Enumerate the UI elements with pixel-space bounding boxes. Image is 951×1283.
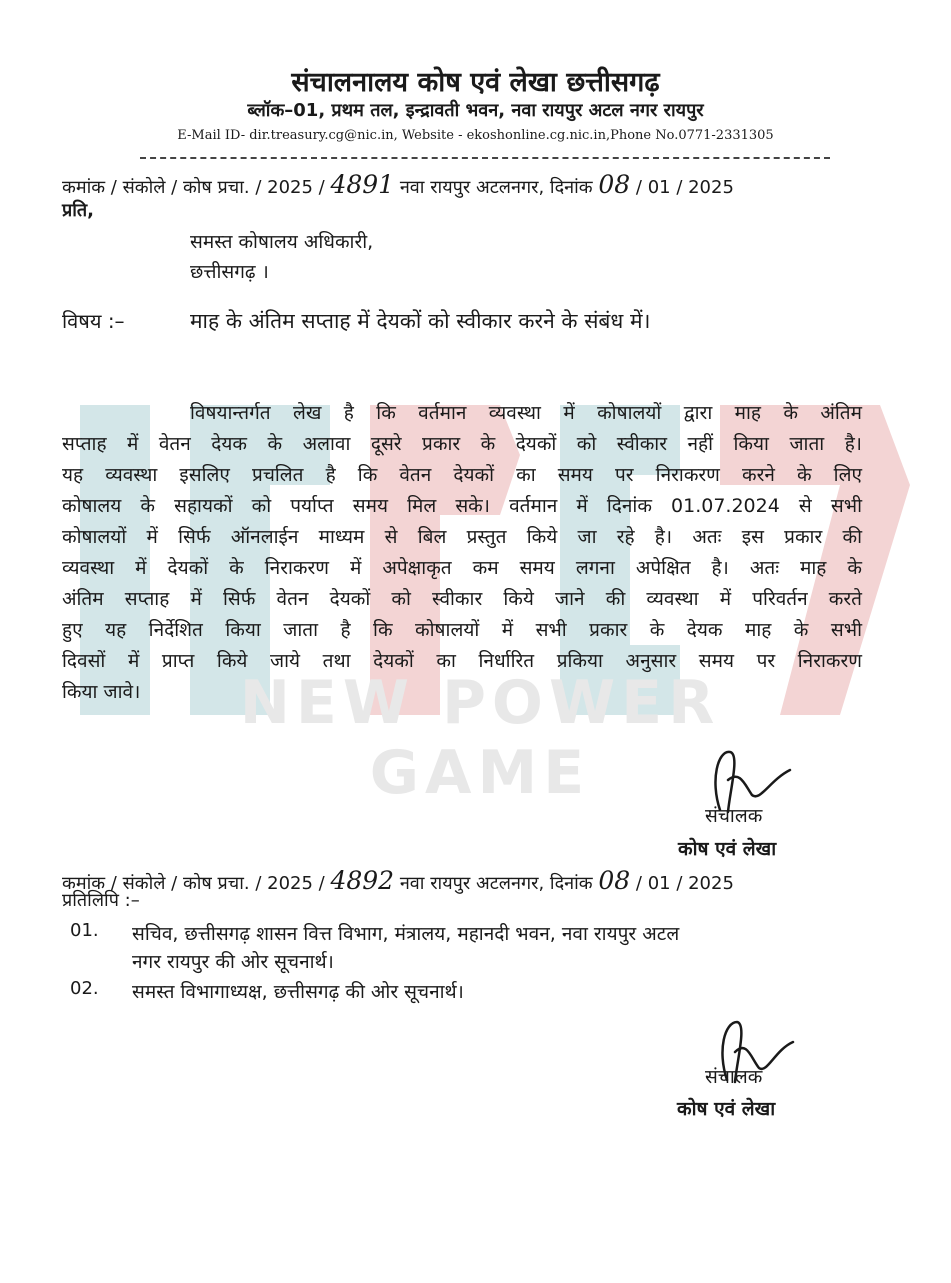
body-line: व्यवस्था में देयकों के निराकरण में अपेक्षाकृत कम समय लगना अपेक्षित है। अतः माह के [62,557,862,579]
reference-number-handwritten: 4891 [330,170,395,199]
body-line: अंतिम सप्ताह में सिर्फ वेतन देयकों को स्वीकार किये जाने की व्यवस्था में परिवर्तन करते [62,588,862,610]
body-line: सप्ताह में वेतन देयक के अलावा दूसरे प्रकार के देयकों को स्वीकार नहीं किया जाता है। [62,433,862,455]
body-line: यह व्यवस्था इसलिए प्रचलित है कि वेतन देयकों का समय पर निराकरण करने के लिए [62,464,862,486]
reference-day-handwritten: 08 [598,170,631,199]
addressee-line-2: छत्तीसगढ़ । [190,261,269,283]
subject-text: माह के अंतिम सप्ताह में देयकों को स्वीकार करने के संबंध में। [190,309,651,333]
reference-line-1 [62,170,734,199]
office-address: ब्लॉक–01, प्रथम तल, इन्द्रावती भवन, नवा रायपुर अटल नगर रायपुर [247,100,704,121]
office-contact: E-Mail ID- dir.treasury.cg@nic.in, Website - ekoshonline.cg.nic.in,Phone No.0771-2331305 [177,128,774,143]
reference-prefix: कमांक / संकोले / कोष प्रचा. / 2025 / [62,873,325,894]
addressee-line-1: समस्त कोषालय अधिकारी, [190,231,374,253]
reference-number-handwritten: 4892 [330,866,395,895]
header-divider [140,157,830,159]
body-line: कोषालय के सहायकों को पर्याप्त समय मिल सके। वर्तमान में दिनांक 01.07.2024 से सभी [62,495,862,517]
signatory-title-2: संचालक [705,1066,763,1088]
body-line: विषयान्तर्गत लेख है कि वर्तमान व्यवस्था में कोषालयों द्वारा माह के अंतिम [190,402,862,424]
body-line: हुए यह निर्देशित किया जाता है कि कोषालयों में सभी प्रकार के देयक माह के सभी [62,619,862,641]
reference-place: नवा रायपुर अटलनगर, दिनांक [399,873,593,894]
copy-item-number: 01. [70,920,99,941]
reference-day-handwritten: 08 [598,866,631,895]
reference-line-2 [62,866,734,895]
copy-item-text: सचिव, छत्तीसगढ़ शासन वित्त विभाग, मंत्रालय, महानदी भवन, नवा रायपुर अटल [132,923,680,945]
reference-date: / 01 / 2025 [635,177,734,198]
copy-item-number: 02. [70,978,99,999]
body-paragraph [62,398,862,708]
signatory-dept-2: कोष एवं लेखा [677,1098,776,1120]
reference-place: नवा रायपुर अटलनगर, दिनांक [399,177,593,198]
copy-label: प्रतिलिपि :– [62,890,140,911]
reference-prefix: कमांक / संकोले / कोष प्रचा. / 2025 / [62,177,325,198]
body-line: किया जावे। [62,681,141,703]
signatory-dept-1: कोष एवं लेखा [678,838,777,860]
to-label: प्रति, [62,200,95,221]
copy-item-text: समस्त विभागाध्यक्ष, छत्तीसगढ़ की ओर सूचनार्थ। [132,981,464,1003]
copy-item-text: नगर रायपुर की ओर सूचनार्थ। [132,951,334,973]
reference-date: / 01 / 2025 [635,873,734,894]
watermark-text: NEW POWER GAME [239,668,721,808]
subject-label: विषय :– [62,309,125,333]
body-line: दिवसों में प्राप्त किये जाये तथा देयकों का निर्धारित प्रकिया अनुसार समय पर निराकरण [62,650,862,672]
body-line: कोषालयों में सिर्फ ऑनलाईन माध्यम से बिल प्रस्तुत किये जा रहे है। अतः इस प्रकार की [62,526,862,548]
office-name: संचालनालय कोष एवं लेखा छत्तीसगढ़ [291,67,660,98]
signatory-title-1: संचालक [705,805,763,827]
